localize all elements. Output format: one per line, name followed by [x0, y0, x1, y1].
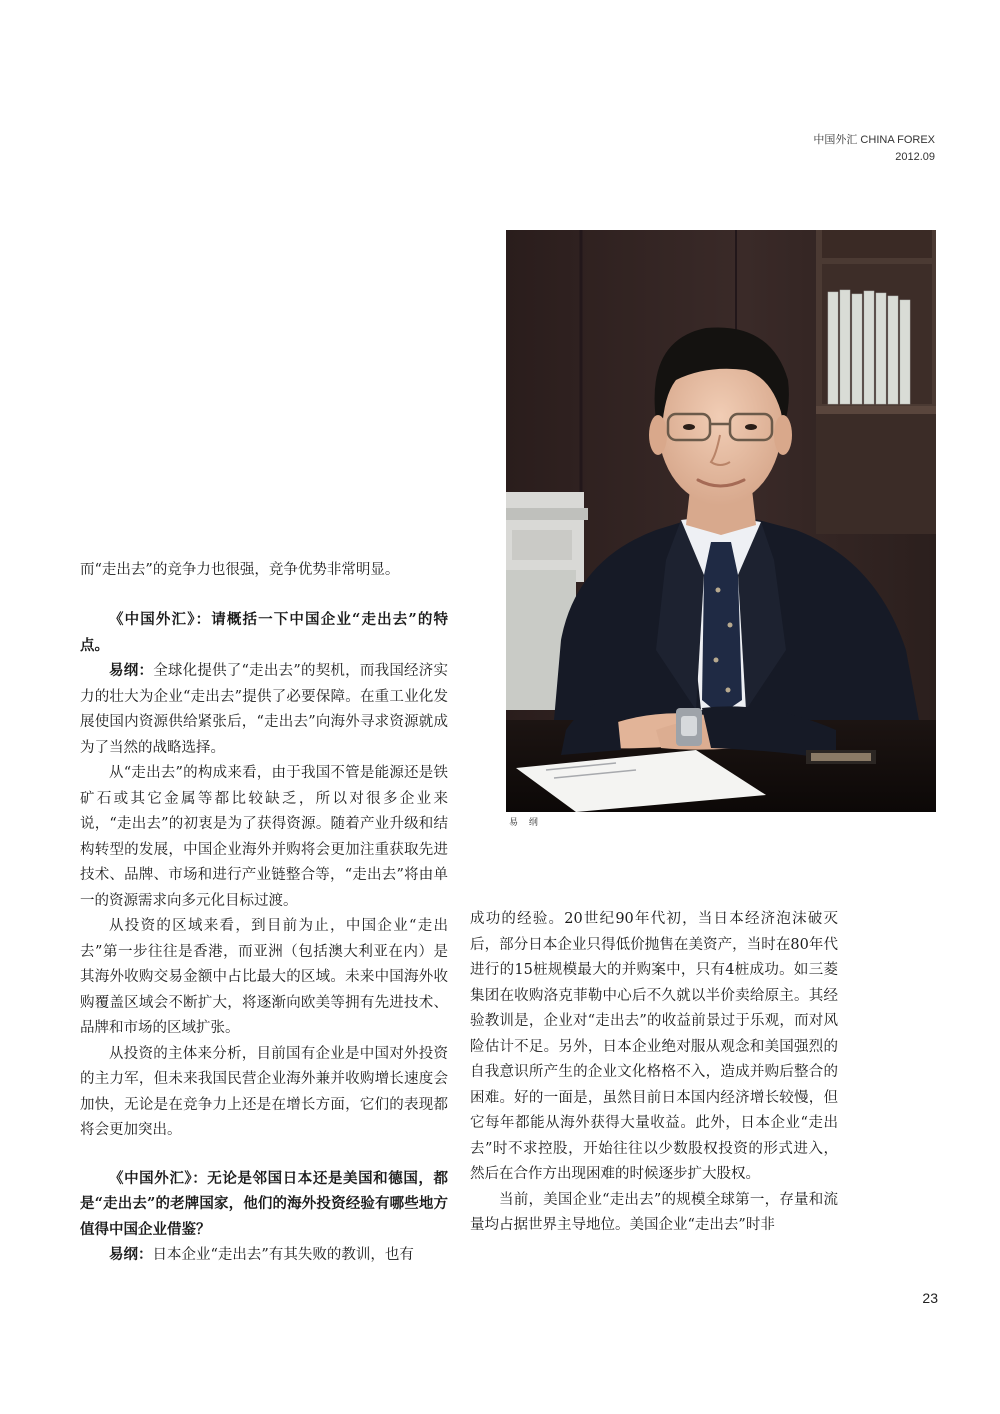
answer-2-text: 日本企业“走出去”有其失败的教训，也有 — [152, 1247, 414, 1263]
answer-1-paragraph-2: 从“走出去”的构成来看，由于我国不管是能源还是铁矿石或其它金属等都比较缺乏，所以对很多企业来说，“走出去”的初衷是为了获得资源。随着产业升级和结构转型的发展，中国企业海外并购将会更加注重获取先进技术、品牌、市场和进行产业链整合等，“走出去”将由单一的资源需求向多元化目标过渡。 — [80, 765, 448, 909]
opening-line: 而“走出去”的竞争力也很强，竞争优势非常明显。 — [80, 562, 400, 578]
left-column — [80, 607, 448, 1269]
right-column — [470, 907, 838, 1239]
page-number: 23 — [922, 1290, 938, 1306]
section-gap — [80, 1144, 448, 1166]
portrait-illustration — [506, 230, 936, 812]
publication-name: 中国外汇 CHINA FOREX — [813, 134, 935, 146]
answer-2-start — [80, 1242, 448, 1269]
answer-speaker: 易纲： — [109, 662, 154, 679]
issue-date: 2012.09 — [895, 151, 935, 163]
answer-1-paragraph-1 — [80, 658, 448, 761]
answer-1-paragraph-4: 从投资的主体来分析，目前国有企业是中国对外投资的主力军，但未来我国民营企业海外兼并收购增长速度会加快，无论是在竞争力上还是在增长方面，它们的表现都将会更加突出。 — [80, 1045, 448, 1138]
portrait-photo — [506, 230, 936, 812]
photo-caption: 易 纲 — [509, 818, 542, 828]
answer-1-paragraph-3: 从投资的区域来看，到目前为止，中国企业“走出去”第一步往往是香港，而亚洲（包括澳大利亚在内）是其海外收购交易金额中占比最大的区域。未来中国海外收购覆盖区域会不断扩大，将逐渐向欧美等拥有先进技术、品牌和市场的区域扩张。 — [80, 918, 448, 1036]
right-paragraph-2: 当前，美国企业“走出去”的规模全球第一，存量和流量均占据世界主导地位。美国企业“走出去”时非 — [470, 1191, 838, 1233]
page-header — [813, 132, 935, 166]
right-paragraph-1: 成功的经验。20世纪90年代初，当日本经济泡沫破灭后，部分日本企业只得低价抛售在美资产，当时在80年代进行的15桩规模最大的并购案中，只有4桩成功。如三菱集团在收购洛克菲勒中心后不久就以半价卖给原主。其经验教训是，企业对“走出去”的收益前景过于乐观，而对风险估计不足。另外，日本企业绝对服从观念和美国强烈的自我意识所产生的企业文化格格不入，造成并购后整合的困难。好的一面是，虽然目前日本国内经济增长较慢，但它每年都能从海外获得大量收益。此外，日本企业“走出去”时不求控股，开始往往以少数股权投资的形式进入，然后在合作方出现困难的时候逐步扩大股权。 — [470, 911, 838, 1182]
interview-question-1: 《中国外汇》：请概括一下中国企业“走出去”的特点。 — [80, 611, 448, 654]
answer-speaker: 易纲： — [109, 1246, 153, 1263]
answer-1-text: 全球化提供了“走出去”的契机，而我国经济实力的壮大为企业“走出去”提供了必要保障。在重工业化发展使国内资源供给紧张后，“走出去”向海外寻求资源就成为了当然的战略选择。 — [80, 663, 449, 756]
interview-question-2: 《中国外汇》：无论是邻国日本还是美国和德国，都是“走出去”的老牌国家，他们的海外投资经验有哪些地方值得中国企业借鉴？ — [80, 1169, 448, 1238]
left-column-top — [80, 558, 448, 584]
